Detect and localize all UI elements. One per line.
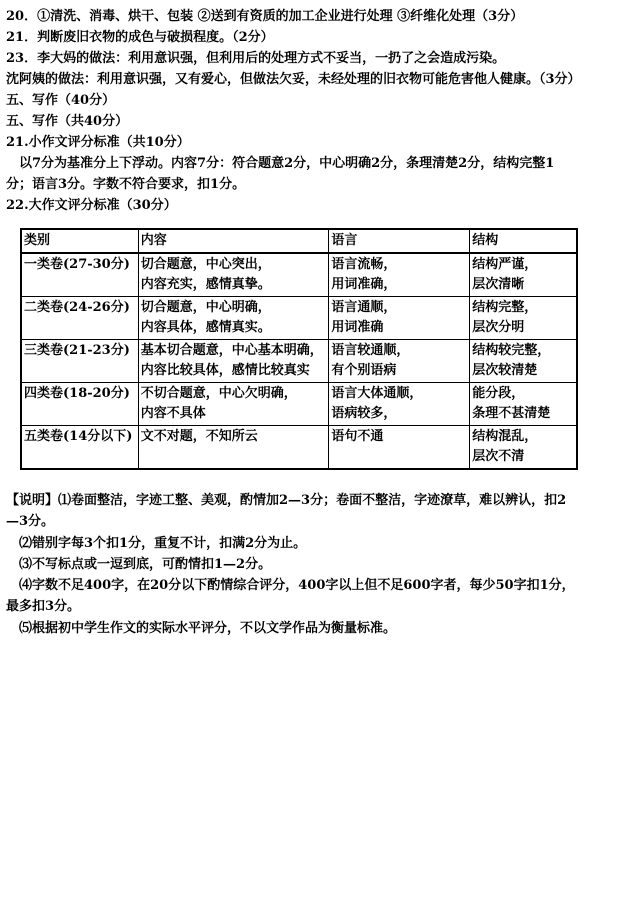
answer-20: 20．①清洗、消毒、烘干、包装 ②送到有资质的加工企业进行处理 ③纤维化处理（3分） <box>6 9 524 24</box>
row-structure: 能分段， 条理不甚清楚 <box>470 383 577 426</box>
table-row <box>21 253 577 297</box>
note-4-line2: 最多扣3分。 <box>6 599 81 614</box>
table-header-row <box>21 229 577 253</box>
header-content: 内容 <box>138 229 329 253</box>
answer-23-line2: 沈阿姨的做法：利用意识强，又有爱心，但做法欠妥，未经处理的旧衣物可能危害他人健康。（3分） <box>6 72 581 87</box>
row-category: 四类卷(18-20分) <box>21 383 138 426</box>
header-language: 语言 <box>329 229 470 253</box>
row-structure: 结构混乱， 层次不清 <box>470 426 577 470</box>
row-content: 文不对题，不知所云 <box>138 426 329 470</box>
note-1-line1: 【说明】⑴卷面整洁，字迹工整、美观，酌情加2—3分；卷面不整洁，字迹潦草，难以辨认，扣2 <box>6 493 567 508</box>
note-3: ⑶不写标点或一逗到底，可酌情扣1—2分。 <box>6 557 272 572</box>
row-content: 切合题意，中心明确， 内容具体，感情真实。 <box>138 297 329 340</box>
row-content: 不切合题意，中心欠明确， 内容不具体 <box>138 383 329 426</box>
row-category: 二类卷(24-26分) <box>21 297 138 340</box>
answer-23-line1: 23．李大妈的做法：利用意识强，但利用后的处理方式不妥当，一扔了之会造成污染。 <box>6 51 506 66</box>
short-essay-criteria-body-2: 分；语言3分。字数不符合要求，扣1分。 <box>6 177 246 192</box>
header-structure: 结构 <box>470 229 577 253</box>
row-language: 语言大体通顺， 语病较多， <box>329 383 470 426</box>
row-structure: 结构较完整， 层次较清楚 <box>470 340 577 383</box>
row-structure: 结构完整， 层次分明 <box>470 297 577 340</box>
row-language: 语言较通顺， 有个别语病 <box>329 340 470 383</box>
note-4-line1: ⑷字数不足400字，在20分以下酌情综合评分，400字以上但不足600字者，每少50字扣1分， <box>6 578 575 593</box>
note-5: ⑸根据初中学生作文的实际水平评分，不以文学作品为衡量标准。 <box>6 621 397 636</box>
long-essay-criteria-title: 22.大作文评分标准（30分） <box>6 198 177 213</box>
row-structure: 结构严谨， 层次清晰 <box>470 253 577 297</box>
header-category: 类别 <box>21 229 138 253</box>
row-category: 五类卷(14分以下) <box>21 426 138 470</box>
row-language: 语言流畅， 用词准确， <box>329 253 470 297</box>
short-essay-criteria-title: 21.小作文评分标准（共10分） <box>6 135 190 150</box>
section-heading-writing-total: 五、写作（共40分） <box>6 114 129 129</box>
row-content: 基本切合题意，中心基本明确， 内容比较具体，感情比较真实 <box>138 340 329 383</box>
row-language: 语言通顺， 用词准确 <box>329 297 470 340</box>
scoring-table <box>20 228 578 470</box>
row-category: 三类卷(21-23分) <box>21 340 138 383</box>
note-2: ⑵错别字每3个扣1分，重复不计，扣满2分为止。 <box>6 536 307 551</box>
short-essay-criteria-body-1: 以7分为基准分上下浮动。内容7分：符合题意2分，中心明确2分，条理清楚2分，结构完整1 <box>6 156 555 171</box>
table-row <box>21 340 577 383</box>
section-heading-writing: 五、写作（40分） <box>6 93 116 108</box>
table-row <box>21 383 577 426</box>
row-language: 语句不通 <box>329 426 470 470</box>
table-row <box>21 297 577 340</box>
answer-21: 21．判断废旧衣物的成色与破损程度。（2分） <box>6 30 274 45</box>
note-1-line2: —3分。 <box>6 514 55 529</box>
table-row <box>21 426 577 470</box>
row-content: 切合题意，中心突出， 内容充实，感情真挚。 <box>138 253 329 297</box>
row-category: 一类卷(27-30分) <box>21 253 138 297</box>
